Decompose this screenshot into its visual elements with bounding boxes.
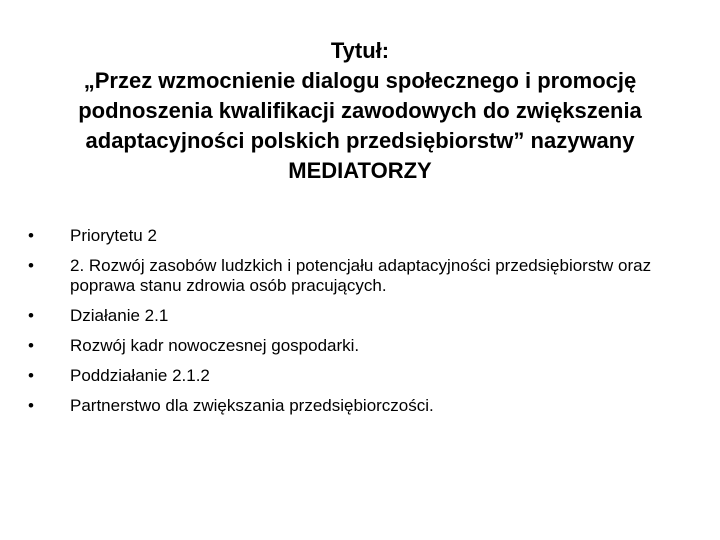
list-item: [28, 366, 688, 386]
bullet-text: Partnerstwo dla zwiększania przedsiębiorczości.: [70, 396, 434, 415]
bullet-text: 2. Rozwój zasobów ludzkich i potencjału adaptacyjności przedsiębiorstw oraz poprawa stanu zdrowia osób pracujących.: [70, 256, 652, 295]
title-line: MEDIATORZY: [288, 158, 432, 183]
title-line: „Przez wzmocnienie dialogu społecznego i promocję: [83, 68, 637, 93]
bullet-text: Poddziałanie 2.1.2: [70, 366, 210, 385]
bullet-text: Priorytetu 2: [70, 226, 157, 245]
list-item: [28, 306, 688, 326]
slide-title: [30, 36, 690, 186]
title-line: Tytuł:: [330, 38, 390, 63]
title-line: adaptacyjności polskich przedsiębiorstw” nazywany: [85, 128, 635, 153]
title-line: podnoszenia kwalifikacji zawodowych do zwiększenia: [78, 98, 642, 123]
bullet-icon: •: [28, 366, 34, 385]
bullet-list: [28, 226, 688, 426]
list-item: [28, 336, 688, 356]
bullet-text: Działanie 2.1: [70, 306, 169, 325]
bullet-icon: •: [28, 306, 34, 325]
bullet-icon: •: [28, 226, 34, 245]
bullet-icon: •: [28, 396, 34, 415]
bullet-text: Rozwój kadr nowoczesnej gospodarki.: [70, 336, 360, 355]
list-item: [28, 256, 670, 296]
list-item: [28, 396, 688, 416]
bullet-icon: •: [28, 336, 34, 355]
list-item: [28, 226, 688, 246]
bullet-icon: •: [28, 256, 34, 275]
